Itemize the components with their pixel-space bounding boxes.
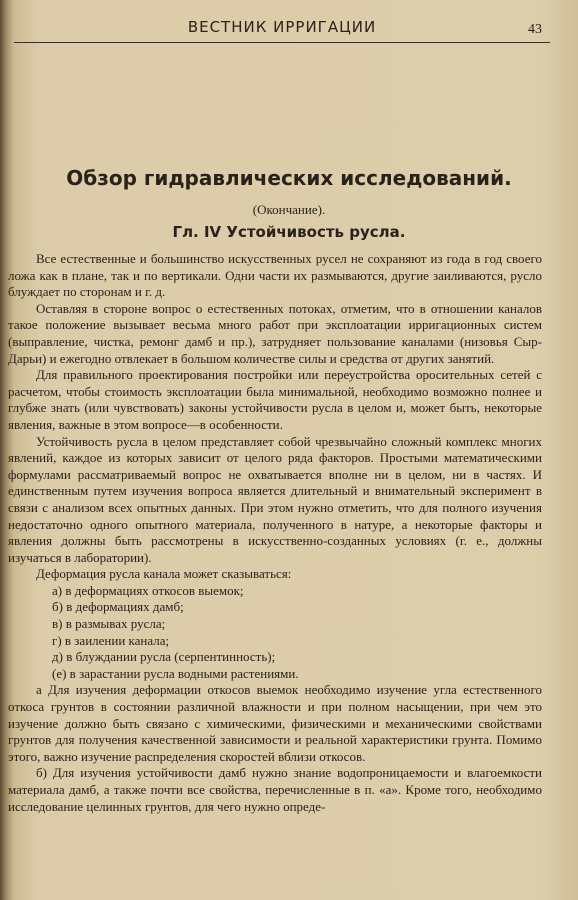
paragraph: Оставляя в стороне вопрос о естественных потоках, отметим, что в отношении каналов такое положение вызывает весьма много работ при эксплоатации ирригационных систем (выправление, чистка, ремонг дамб и пр.), затрудняет пользование каналами (низовья Сыр-Дарьи) и ежегодно отвлекает в большом количестве силы и средства от других занятий. <box>8 300 542 366</box>
running-header <box>14 12 550 43</box>
list-item: в) в размывах русла; <box>52 616 166 632</box>
paragraph: а Для изучения деформации откосов выемок необходимо изучение угла естественного откоса грунтов в состоянии различной влажности и при полном насыщении, при чем это изучение должно быть связано с химическими, физическими и механическими свойствами грунтов для получения качественной зависимости и реальной характеристики грунта. Помимо этого, важно изучение распределения скоростей вблизи откосов. <box>8 682 542 764</box>
list-item: (е) в зарастании русла водными растениями. <box>52 665 299 681</box>
paragraph: б) Для изучения устойчивости дамб нужно знание водопроницаемости и влагоемкости материала дамб, а также почти все свойства, перечисленные в п. «а». Кроме того, необходимо исследование целинных грунтов, для чего нужно опреде- <box>8 765 542 814</box>
journal-title: ВЕСТНИК ИРРИГАЦИИ <box>187 18 377 36</box>
chapter-heading: Гл. IV Устойчивость русла. <box>172 223 406 241</box>
list-item: д) в блуждании русла (серпентинность); <box>52 649 276 665</box>
deformation-list <box>8 583 542 683</box>
paragraph: Деформация русла канала может сказываться: <box>36 566 292 582</box>
paragraph: Устойчивость русла в целом представляет собой чрезвычайно сложный комплекс многих явлений, каждое из которых зависит от целого ряда факторов. Простыми математическими формулами рассматриваемый вопрос не охватывается вполне ни в целом, ни в частях. И единственным путем изучения вопроса является длительный и внимательный эксперимент в связи с анализом всех опытных данных. При этом нужно отметить, что для полного изучения недостаточно одного опытного материала, полученного в натуре, а некоторые факторы и явления должны быть рассмотрены в искусственно-созданных условиях (г. е., должны изучаться в лаборатории). <box>8 433 542 565</box>
list-item: а) в деформациях откосов выемок; <box>52 582 244 598</box>
paragraph: Для правильного проектирования постройки или переустройства оросительных сетей с расчетом, чтобы стоимость эксплоатации была минимальной, необходимо возможно полнее и глубже знать (или чувствовать) законы устойчивости русла в целом и, может быть, некоторые явления, важные в этом вопросе—в особенности. <box>8 367 542 432</box>
paragraph: Все естественные и большинство искусственных русел не сохраняют из года в год своего ложа как в плане, так и по вертикали. Одни части их размываются, другие заиливаются, русло блуждает по сторонам и г. д. <box>8 251 542 300</box>
article-title: Обзор гидравлических исследований. <box>66 166 512 190</box>
list-item: г) в заилении канала; <box>52 632 170 648</box>
article-subtitle: (Окончание). <box>252 202 326 217</box>
article-body <box>8 251 542 815</box>
page-number: 43 <box>528 22 542 37</box>
list-item: б) в деформациях дамб; <box>52 599 184 615</box>
